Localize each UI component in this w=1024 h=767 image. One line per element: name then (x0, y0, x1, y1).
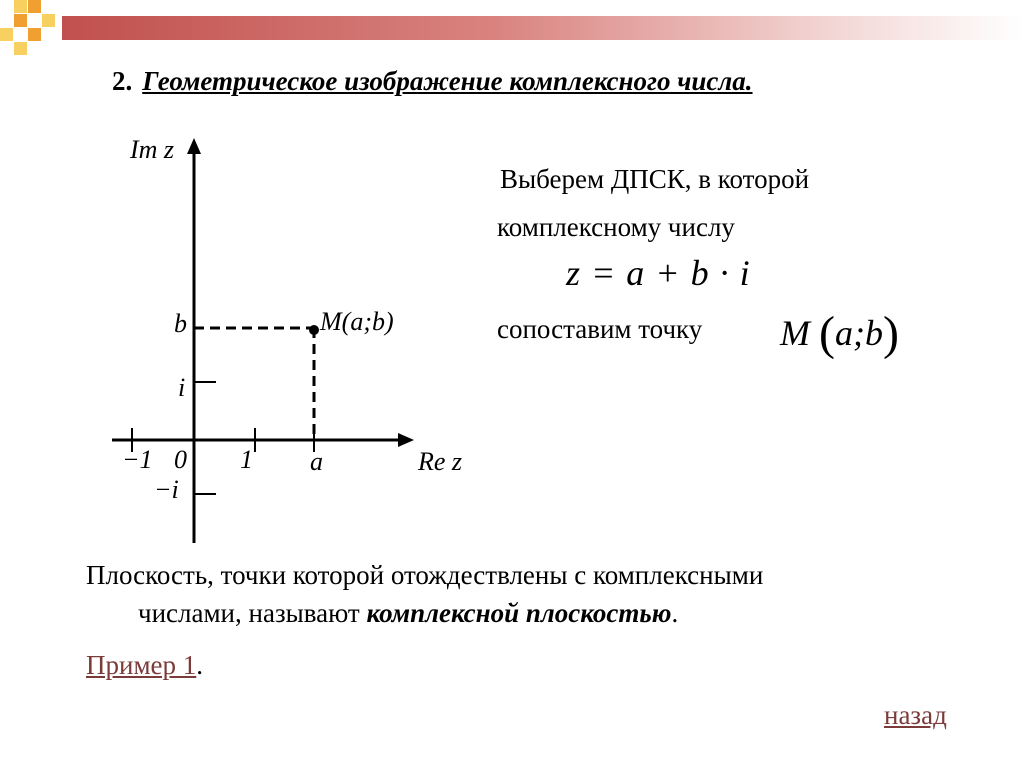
label-b: b (174, 309, 187, 338)
point-m (309, 325, 319, 335)
example-row (86, 650, 203, 681)
formula-m-name: M (780, 313, 810, 353)
formula-m-close: ) (882, 307, 899, 360)
definition-end: . (671, 598, 679, 628)
definition-line-1: Плоскость, точки которой отождествлены с комплексными (86, 560, 764, 590)
formula-point-m (780, 306, 899, 361)
title-number: 2. (112, 66, 133, 96)
title-text: Геометрическое изображение комплексного числа. (142, 66, 753, 96)
formula-m-args: a;b (834, 313, 883, 353)
label-i: i (178, 373, 186, 402)
back-link[interactable]: назад (884, 700, 947, 730)
complex-plane-diagram (100, 128, 480, 548)
label-point-m: M(a;b) (320, 307, 394, 336)
example-1-link[interactable]: Пример 1 (86, 650, 197, 680)
header-band (62, 16, 1024, 40)
formula-z: z = a + b · i (566, 253, 751, 293)
label-im-z: Im z (130, 135, 175, 164)
explanation-line-1: Выберем ДПСК, в которой (500, 164, 810, 194)
explanation-line-2: комплексному числу (497, 212, 735, 242)
label-re-z: Re z (418, 447, 463, 476)
slide-title (112, 66, 753, 97)
label-neg1: −1 (122, 445, 153, 474)
y-axis-arrow (187, 138, 201, 154)
label-zero: 0 (174, 445, 187, 474)
back-row (884, 700, 947, 731)
formula-m-open: ( (819, 307, 835, 360)
x-axis-arrow (398, 433, 414, 447)
corner-decoration (0, 0, 70, 60)
label-neg-i: −i (154, 475, 179, 504)
example-suffix: . (196, 650, 204, 680)
definition-line-2 (138, 598, 678, 629)
label-one: 1 (240, 445, 253, 474)
definition-term: комплексной плоскостью (366, 598, 672, 628)
definition-start: числами, называют (138, 598, 367, 628)
label-a: a (310, 447, 323, 476)
explanation-line-3: сопоставим точку (497, 314, 703, 344)
